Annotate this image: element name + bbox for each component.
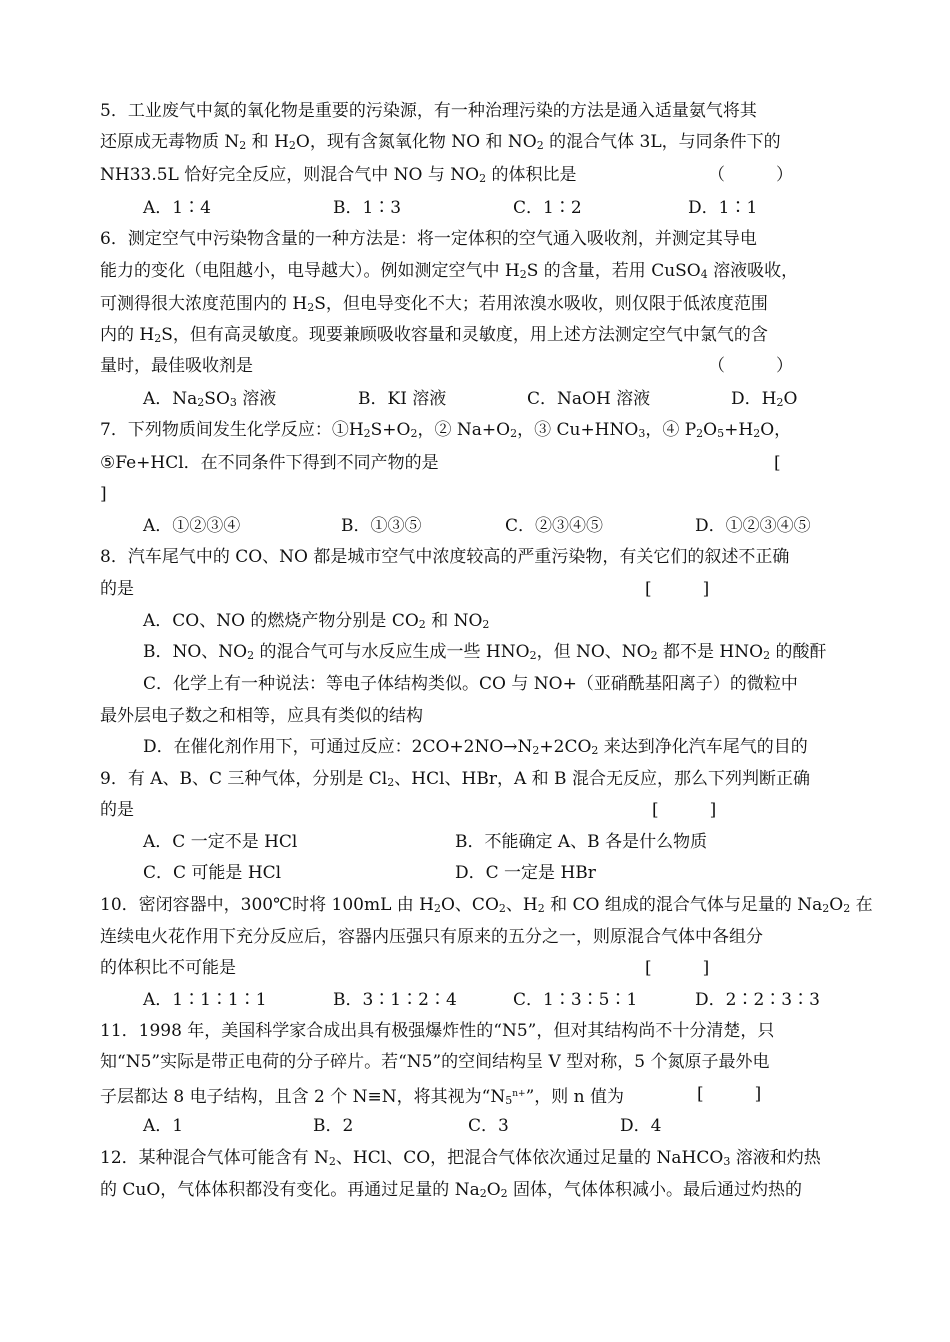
q11-line2: 知“N5”实际是带正电荷的分子碎片。若“N5”的空间结构呈 V 型对称，5 个氮原子最外电 — [100, 1052, 770, 1072]
q8-option-c-line1: C．化学上有一种说法：等电子体结构类似。CO 与 NO+（亚硝酰基阳离子）的微粒中 — [143, 674, 798, 694]
q7-option-b: B．①③⑤ — [341, 516, 422, 536]
q11-answer-bracket: [ ] — [697, 1084, 762, 1104]
q9-option-a: A．C 一定不是 HCl — [143, 832, 298, 852]
q5-option-a: A．1∶4 — [143, 198, 211, 218]
q11-option-a: A．1 — [143, 1116, 184, 1136]
q8-line2: 的是 — [100, 579, 134, 599]
q11-line3: 子层都达 8 电子结构，且含 2 个 N≡N，将其视为“$N_5^{n+}$”，则 n 值为 — [100, 1087, 625, 1107]
q6-line5: 量时，最佳吸收剂是 — [100, 356, 253, 376]
q11-line1: 11．1998 年，美国科学家合成出具有极强爆炸性的“N5”，但对其结构尚不十分清楚，只 — [100, 1021, 775, 1041]
q10-option-a: A．1∶1∶1∶1 — [143, 990, 267, 1010]
q5-line3: NH33.5L 恰好完全反应，则混合气中 NO 与 $NO_2$ 的体积比是 — [100, 165, 577, 185]
q6-answer-paren: （ ） — [708, 356, 793, 376]
q7-option-a: A．①②③④ — [143, 516, 241, 536]
q9-option-d: D．C 一定是 HBr — [455, 863, 596, 883]
q8-answer-bracket: [ ] — [645, 579, 710, 599]
q10-option-b: B．3∶1∶2∶4 — [333, 990, 457, 1010]
q5-option-d: D．1∶1 — [688, 198, 758, 218]
q7-option-c: C．②③④⑤ — [505, 516, 604, 536]
q8-option-b: B．NO、$NO_2$ 的混合气可与水反应生成一些 $HNO_2$，但 NO、$NO_2$ 都不是 $HNO_2$ 的酸酐 — [143, 642, 827, 662]
q5-option-b: B．1∶3 — [333, 198, 402, 218]
q12-line2: 的 CuO，气体体积都没有变化。再通过足量的 $Na_2O_2$ 固体，气体体积减小。最后通过灼热的 — [100, 1180, 803, 1200]
q8-option-c-line2: 最外层电子数之和相等，应具有类似的结构 — [100, 706, 423, 726]
q6-line2: 能力的变化（电阻越小，电导越大）。例如测定空气中 $H_2S$ 的含量，若用 CuSO$_4$ 溶液吸收， — [100, 261, 799, 281]
q6-line3: 可测得很大浓度范围内的 $H_2S$，但电导变化不大；若用浓溴水吸收，则仅限于低浓度范围 — [100, 294, 768, 314]
q7-line1: 7．下列物质间发生化学反应：$①H_2S+O_2$，② $Na+O_2$，③ $Cu+HNO_3$，④ $P_2O_5+H_2O$， — [100, 420, 792, 440]
q10-line3: 的体积比不可能是 — [100, 958, 236, 978]
q6-line1: 6．测定空气中污染物含量的一种方法是：将一定体积的空气通入吸收剂，并测定其导电 — [100, 229, 757, 249]
q12-line1: 12．某种混合气体可能含有 $N_2$、HCl、CO，把混合气体依次通过足量的 NaHCO$_3$ 溶液和灼热 — [100, 1148, 821, 1168]
q9-line1: 9．有 A、B、C 三种气体，分别是 $Cl_2$、HCl、HBr，A 和 B 混合无反应，那么下列判断正确 — [100, 769, 810, 789]
q11-option-d: D．4 — [620, 1116, 662, 1136]
q11-option-b: B．2 — [313, 1116, 354, 1136]
q10-option-d: D．2∶2∶3∶3 — [695, 990, 820, 1010]
q8-option-a: A．CO、NO 的燃烧产物分别是 $CO_2$ 和 $NO_2$ — [143, 611, 490, 631]
q7-option-d: D．①②③④⑤ — [695, 516, 811, 536]
q9-option-c: C．C 可能是 HCl — [143, 863, 282, 883]
q7-line2: ⑤Fe+HCl．在不同条件下得到不同产物的是 — [100, 453, 439, 473]
q8-line1: 8．汽车尾气中的 CO、NO 都是城市空气中浓度较高的严重污染物，有关它们的叙述不正确 — [100, 547, 790, 567]
q9-line2: 的是 — [100, 800, 134, 820]
q8-option-d: D．在催化剂作用下，可通过反应：$2CO+2NO\to N_2+2CO_2$ 来达到净化汽车尾气的目的 — [143, 737, 808, 757]
q6-option-d: D．$H_2O$ — [731, 389, 798, 409]
q6-option-a: A．$Na_2SO_3$ 溶液 — [143, 389, 277, 409]
q5-answer-paren: （ ） — [708, 165, 793, 185]
q9-answer-bracket: [ ] — [652, 800, 717, 820]
q10-line2: 连续电火花作用下充分反应后，容器内压强只有原来的五分之一，则原混合气体中各组分 — [100, 927, 763, 947]
q9-option-b: B．不能确定 A、B 各是什么物质 — [455, 832, 708, 852]
q5-line2: 还原成无毒物质 $N_2$ 和 $H_2O$，现有含氮氧化物 NO 和 $NO_2$ 的混合气体 3L，与同条件下的 — [100, 132, 781, 152]
q6-option-b: B．KI 溶液 — [358, 389, 447, 409]
q7-bracket-open: [ — [774, 453, 781, 473]
q10-answer-bracket: [ ] — [645, 958, 710, 978]
q10-line1: 10．密闭容器中，300℃时将 100mL 由 $H_2O$、$CO_2$、$H_2$ 和 CO 组成的混合气体与足量的 $Na_2O_2$ 在 — [100, 895, 873, 915]
q11-option-c: C．3 — [468, 1116, 509, 1136]
q10-option-c: C．1∶3∶5∶1 — [513, 990, 638, 1010]
q5-option-c: C．1∶2 — [513, 198, 582, 218]
q6-option-c: C．NaOH 溶液 — [527, 389, 651, 409]
q7-bracket-close: ] — [100, 484, 107, 504]
q6-line4: 内的 $H_2S$，但有高灵敏度。现要兼顾吸收容量和灵敏度，用上述方法测定空气中氯气的含 — [100, 325, 768, 345]
q5-line1: 5．工业废气中氮的氧化物是重要的污染源，有一种治理污染的方法是通入适量氨气将其 — [100, 101, 757, 121]
